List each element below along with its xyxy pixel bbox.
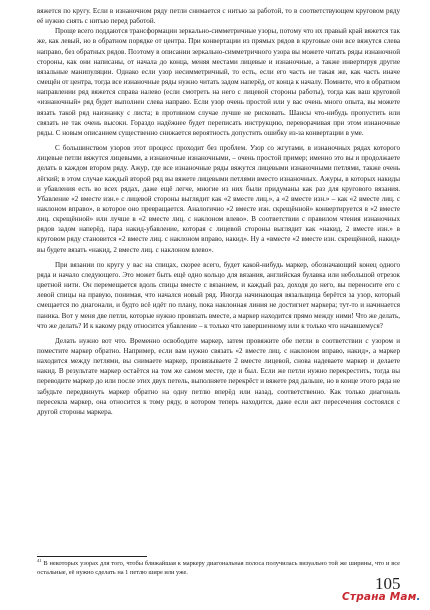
paragraph: Проще всего поддаются трансформации зеркально-симметричные узоры, потому что их правый край вяжется так же, как левый, но в обратном порядке от центра. При конвертации из прямых рядов в круговые они все вяжутся слева направо, без обратных рядов. Поэтому в описании зеркально-симметричного узора вы можете читать ряды изнаночной стороны, как они написаны, от начала до конца, меняя местами лицевые и изнаночные, а также инвертируя другие вязальные манипуляции. Однако если узор несимметричный, то есть, если его часть не такая же, как часть иначе смещён от центра, тогда все изнаночные ряды нужно читать задом наперёд, от конца к началу. Помните, что в обратном направлении ряд вяжется справа налево (если смотреть на него с лицевой стороны работы), тогда как ваш круговой «изнаночный» ряд будет выполнен слева направо. Если узор очень простой или у вас очень много опыта, вы можете вязать такой ряд наизнанку с листа; в противном случае лучше не рисковать. Шансы что-нибудь пропустить или связать не так очень высоки. Гораздо надёжнее будет переписать инструкцию, переворачивая при этом изнаночные ряды. С новым описанием существенно снижается вероятность допустить ошибку из-за конвертации в уме. xyxy=(37,27,401,137)
footnote xyxy=(37,557,400,577)
paragraph: Делать нужно вот что. Временно освободите маркер, затем провяжите обе петли в соответствии с узором и поместите маркер обратно. Например, если вам нужно связать «2 вместе лиц. с наклоном вправо, накид», а маркер находится между петлями, вы снимаете маркер, провязываете 2 вместе лицевой, снова надеваете маркер и делаете накид. В результате маркер остаётся на том же самом месте, где и был. Если же петли нужно перекрестить, тогда вы переводите маркер до или после этих двух петель, выполняете перекрёст и вяжете ряд дальше, но в конце этого ряда не забудьте передвинуть маркер обратно на одну петлю вперёд или назад, соответственно. Как только диагональ пересекла маркер, она относится к тому ряду, в котором теперь находится, даже если акт пересечения состоялся с другой стороны маркера. xyxy=(37,336,400,416)
footnote-text: В некоторых узорах для того, чтобы ближайшая к маркеру диагональная полоса получилась визуально той же ширины, что и все остальные, её нужно сделать на 1 петлю шире или уже. xyxy=(37,560,400,576)
paragraph: вяжется по кругу. Если в изнаночном ряду петли снимается с нитью за работой, то в соответствующем круговом ряду её нужно снять с нитью перед работой. xyxy=(37,7,400,26)
paragraph: При вязании по кругу у вас на спицах, скорее всего, будет какой-нибудь маркер, обозначающий конец одного ряда и начало следующего. Это может быть ещё одно кольцо для вязания, английская булавка или небольшой отрезок цветной нити. Он перемещается вдоль спицы вместе с вязанием, и каждый раз, доходя до него, вы переносите его с левой спицы на правую, понимая, что начался новый ряд. Иногда начинающая вязальщица берётся за узор, который смещается по диагонали, и будто всё идёт по плану, пока наклонная линия не достигнет маркера; тут-то и начинается паника. Вот у меня две петли, которые нужно провязать вместе, а маркер находится прямо между ними! Что же делать, что же делать? И к какому ряду относится убавление – к только что завершенному или к только что начавшемуся? xyxy=(37,260,400,330)
watermark-dot-icon: . xyxy=(416,591,421,603)
site-watermark-logo xyxy=(342,591,421,603)
watermark-text: Страна Мам xyxy=(342,591,417,603)
page-content xyxy=(37,6,400,417)
footnote-marker: 41 xyxy=(37,557,42,563)
footnote-divider xyxy=(37,556,147,557)
body-text xyxy=(37,6,400,417)
page-number: 105 xyxy=(375,574,401,593)
paragraph: С большинством узоров этот процесс проходит без проблем. Узор со жгутами, в изнаночных рядах которого лицевые петли вяжутся лицевыми, а изнаночные изнаночными, – очень простой пример; именно это вы и продолжаете делать в каждом втором ряду. Ажур, где все изнаночные ряды вяжутся лицевыми изнаночными петлями, также очень лёгкий; в этом случае каждый второй ряд вы вяжете лицевыми петлями вместо изнаночных. Ажуры, в которых накиды и убавления есть во всех рядах, даже ещё легче, многие из них были придуманы как раз для кругового вязания. Убавление «2 вместе изн.» с лицевой стороны выглядит как «2 вместе лиц.», а «2 вместе изн.» – как «2 вместе лиц. с наклоном вправо», в которое оно превращается. Аналогично «2 вместе изн. скрещённой» конвертируется в «2 вместе лиц. скрещённой» или лучше в «2 вместе лиц. с наклоном влево». В соответствии с правилом чтения изнаночных рядов задом наперёд, пара накид-убавление, которая с лицевой стороны выглядит как «накид, 2 вместе изн.» в круговом ряду становится «2 вместе лиц. с наклоном вправо, накид». Ну а «вместе «2 вместе изн. скрещённой, накид» вы будете вязать «накид, 2 вместе лиц. с наклоном влево». xyxy=(37,144,400,254)
